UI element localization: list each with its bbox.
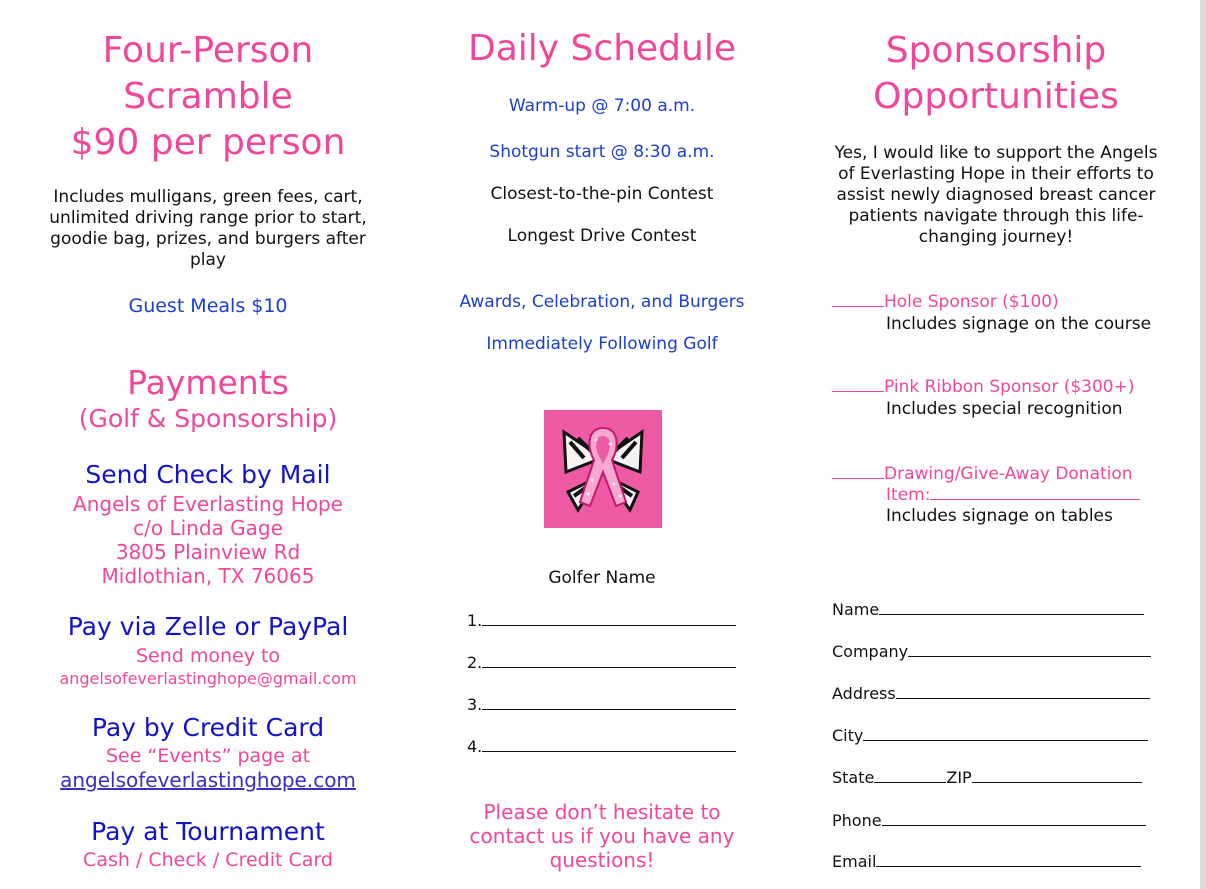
address-line: c/o Linda Gage <box>133 516 283 540</box>
name-blank[interactable] <box>879 600 1144 615</box>
text-line: changing journey! <box>918 227 1074 247</box>
email-blank[interactable] <box>876 852 1141 867</box>
golfer-number: 4. <box>467 737 483 756</box>
golfer-line-2[interactable] <box>467 653 736 672</box>
title-line: Opportunities <box>873 76 1119 117</box>
ribbon-graphic <box>544 410 662 528</box>
sponsor-check-blank[interactable] <box>832 464 884 479</box>
drawing-donation-desc: Includes signage on tables <box>886 506 1113 526</box>
text-line: Yes, I would like to support the Angels <box>834 143 1158 163</box>
zelle-title: Pay via Zelle or PayPal <box>67 612 349 641</box>
text-line: contact us if you have any <box>469 824 735 848</box>
phone-field[interactable] <box>832 811 1146 830</box>
includes-text <box>8 187 408 271</box>
text-line: goodie bag, prizes, and burgers after <box>50 229 366 249</box>
text-line: questions! <box>549 848 655 872</box>
mail-address <box>8 492 408 588</box>
zelle-line: Send money to <box>135 645 281 667</box>
payments-title: Payments <box>127 363 289 402</box>
field-label: ZIP <box>946 768 972 787</box>
donation-item-blank[interactable] <box>930 485 1140 500</box>
company-field[interactable] <box>832 642 1151 661</box>
credit-card-title: Pay by Credit Card <box>91 713 325 742</box>
title-line: Sponsorship <box>885 30 1107 71</box>
address-line: 3805 Plainview Rd <box>115 540 301 564</box>
golfer-name-label: Golfer Name <box>548 568 656 588</box>
email-field[interactable] <box>832 852 1141 871</box>
golfer-number: 3. <box>467 695 483 714</box>
name-field[interactable] <box>832 600 1144 619</box>
state-zip-field[interactable] <box>832 768 1142 787</box>
shotgun-time: Shotgun start @ 8:30 a.m. <box>489 142 715 162</box>
golfer-blank[interactable] <box>482 653 736 668</box>
tournament-title: Pay at Tournament <box>91 817 325 846</box>
closing-message <box>402 800 802 872</box>
website-link[interactable]: angelsofeverlastinghope.com <box>60 768 356 792</box>
schedule-title: Daily Schedule <box>468 28 736 69</box>
text-line: Includes mulligans, green fees, cart, <box>53 187 363 207</box>
city-field[interactable] <box>832 726 1148 745</box>
field-label: Name <box>832 600 880 619</box>
pink-ribbon-sponsor-desc: Includes special recognition <box>886 399 1123 419</box>
golfer-number: 2. <box>467 653 483 672</box>
address-line: Angels of Everlasting Hope <box>73 492 343 516</box>
field-label: Phone <box>832 811 882 830</box>
sponsor-check-blank[interactable] <box>832 377 884 392</box>
pink-ribbon-zebra-bow-icon <box>544 410 662 528</box>
pink-ribbon-sponsor-option[interactable] <box>832 377 1135 397</box>
field-label: Email <box>832 852 877 871</box>
field-label: State <box>832 768 875 787</box>
company-blank[interactable] <box>908 642 1151 657</box>
golfer-blank[interactable] <box>482 737 736 752</box>
field-label: Company <box>832 642 909 661</box>
warmup-time: Warm-up @ 7:00 a.m. <box>508 96 696 116</box>
phone-blank[interactable] <box>882 811 1146 826</box>
golfer-blank[interactable] <box>482 695 736 710</box>
sponsor-name: Hole Sponsor ($100) <box>884 292 1059 312</box>
page-edge <box>1200 0 1206 889</box>
payments-subtitle: (Golf & Sponsorship) <box>78 404 338 433</box>
guest-meals: Guest Meals $10 <box>128 295 288 317</box>
mail-title: Send Check by Mail <box>85 460 331 489</box>
title-line: Scramble <box>123 76 293 117</box>
drawing-donation-option[interactable] <box>832 464 1133 484</box>
golfer-number: 1. <box>467 611 483 630</box>
golfer-line-4[interactable] <box>467 737 736 756</box>
scramble-title <box>8 28 408 166</box>
text-line: patients navigate through this life- <box>848 206 1144 226</box>
text-line: unlimited driving range prior to start, <box>49 208 367 228</box>
hole-sponsor-option[interactable] <box>832 292 1059 312</box>
golfer-line-3[interactable] <box>467 695 736 714</box>
sponsor-check-blank[interactable] <box>832 292 884 307</box>
text-line: Please don’t hesitate to <box>483 800 721 824</box>
awards-line: Awards, Celebration, and Burgers <box>459 292 745 312</box>
golfer-blank[interactable] <box>482 611 736 626</box>
following-line: Immediately Following Golf <box>486 334 718 354</box>
golfer-line-1[interactable] <box>467 611 736 630</box>
longest-contest: Longest Drive Contest <box>507 226 697 246</box>
sponsor-name: Drawing/Give-Away Donation <box>884 464 1133 484</box>
zelle-email: angelsofeverlastinghope@gmail.com <box>59 669 357 688</box>
address-line: Midlothian, TX 76065 <box>101 564 315 588</box>
field-label: Address <box>832 684 896 703</box>
text-line: play <box>190 250 226 270</box>
address-field[interactable] <box>832 684 1150 703</box>
city-blank[interactable] <box>863 726 1148 741</box>
donation-item-label: Item: <box>886 485 931 505</box>
hole-sponsor-desc: Includes signage on the course <box>886 314 1152 334</box>
sponsor-name: Pink Ribbon Sponsor ($300+) <box>884 377 1135 397</box>
state-blank[interactable] <box>874 768 946 783</box>
donation-item-line[interactable] <box>886 485 1140 505</box>
sponsorship-intro <box>796 143 1196 248</box>
sponsorship-title <box>796 28 1196 120</box>
website-link-wrap <box>8 768 408 792</box>
field-label: City <box>832 726 864 745</box>
zip-blank[interactable] <box>972 768 1142 783</box>
price-text: $90 per person <box>70 122 346 163</box>
address-blank[interactable] <box>896 684 1150 699</box>
text-line: assist newly diagnosed breast cancer <box>836 185 1156 205</box>
text-line: of Everlasting Hope in their efforts to <box>838 164 1154 184</box>
tournament-line: Cash / Check / Credit Card <box>83 849 333 871</box>
credit-card-line: See “Events” page at <box>105 745 311 767</box>
title-line: Four-Person <box>102 30 314 71</box>
closest-contest: Closest-to-the-pin Contest <box>490 184 714 204</box>
